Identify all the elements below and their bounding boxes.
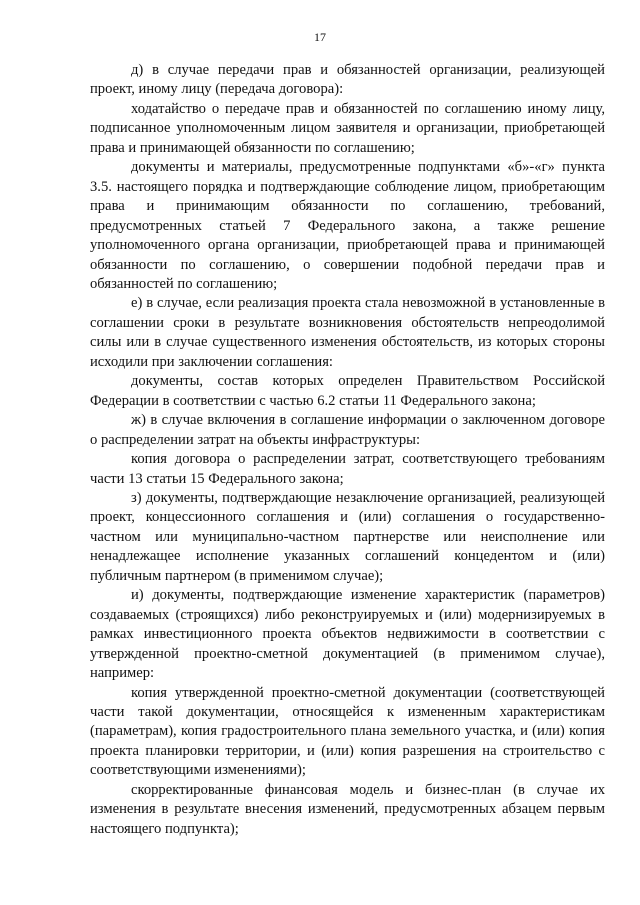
paragraph-zh-cost-allocation: ж) в случае включения в соглашение информации о заключенном договоре о распределении затрат на объекты инфраструктуры: [90,412,605,448]
paragraph-i-characteristics-change: и) документы, подтверждающие изменение характеристик (параметров) создаваемых (строящихся) либо реконструируемых и (или) модернизируемых в рамках инвестиционного проекта объектов недвижимости в соответствии с утвержденной проектно-сметной документацией (в применимом случае), например: [90,587,605,682]
paragraph-z-non-conclusion: з) документы, подтверждающие незаключение организацией, реализующей проект, концессионного соглашения и (или) соглашения о государственно-частном или муниципально-частном партнерстве или неисполнение или ненадлежащее исполнение указанных соглашений концедентом и (или) публичным партнером (в применимом случае); [90,489,605,584]
paragraph-transfer-documents: документы и материалы, предусмотренные подпунктами «б»-«г» пункта 3.5. настоящего порядка и подтверждающие соблюдение лицом, приобретающим права и принимающим обязанности по соглашению, требований, предусмотренных статьей 7 Федерального закона, а также решение уполномоченного органа организации, приобретающей права и принимающей обязанности по соглашению, о совершении подобной передачи прав и обязанностей по соглашению; [90,159,605,292]
paragraph-government-documents: документы, состав которых определен Правительством Российской Федерации в соответствии с частью 6.2 статьи 11 Федерального закона; [90,373,605,409]
paragraph-adjusted-financial-model: скорректированные финансовая модель и бизнес-план (в случае их изменения в результате внесения изменений, предусмотренных абзацем первым настоящего подпункта); [90,781,605,837]
paragraph-d-transfer-of-rights: д) в случае передачи прав и обязанностей организации, реализующей проект, иному лицу (передача договора): [90,62,605,98]
paragraph-transfer-petition: ходатайство о передаче прав и обязанностей по соглашению иному лицу, подписанное уполномоченным лицом заявителя и организации, приобретающей права и принимающей обязанности по соглашению; [90,100,605,156]
paragraph-e-force-majeure: е) в случае, если реализация проекта стала невозможной в установленные в соглашении сроки в результате возникновения обстоятельств непреодолимой силы или в случае существенного изменения обстоятельств, из которых стороны исходили при заключении соглашения: [90,295,605,370]
document-body [90,61,605,839]
page-number: 17 [314,30,326,44]
paragraph-design-documentation-copy: копия утвержденной проектно-сметной документации (соответствующей части такой документации, относящейся к измененным характеристикам (параметрам), копия градостроительного плана земельного участка, и (или) копия проекта планировки территории, и (или) копия разрешения на строительство с соответствующими изменениями); [90,684,605,779]
paragraph-cost-allocation-copy: копия договора о распределении затрат, соответствующего требованиям части 13 статьи 15 Федерального закона; [90,451,605,487]
